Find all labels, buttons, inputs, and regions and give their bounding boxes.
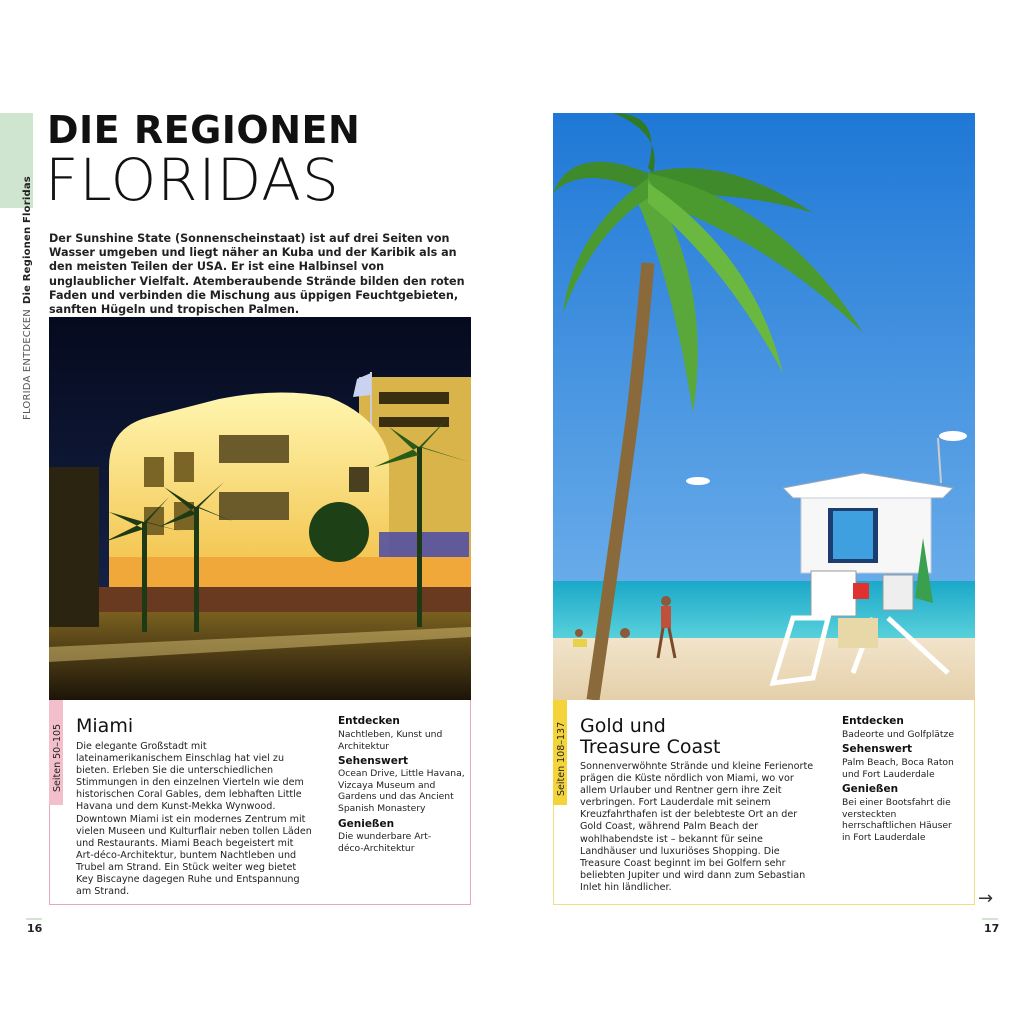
region-title-line1: Gold und	[580, 715, 666, 737]
entdecken-heading: Entdecken	[842, 715, 904, 727]
page-range-label: Seiten 50–105	[52, 723, 63, 792]
region-description: Sonnenverwöhnte Strände und kleine Ferienorte prägen die Küste nördlich von Miami, wo vor allem Urlauber und Rentner gern ihre Zeit verbringen. Fort Lauderdale mit seinem Kreuzfahrthafen ist der belebteste Ort an der Gold Coast, während Palm Beach der wohlhabendste ist – bekannt für seine Landhäuser und luxuriöses Shopping. Die Treasure Coast beginnt im bei Golfern sehr beliebten Jupiter und wird dann zum Sebastian Inlet hin ländlicher.	[580, 761, 814, 893]
beach-lifeguard-photo	[553, 113, 975, 700]
entdecken-text: Badeorte und Golfplätze	[842, 729, 955, 740]
sehenswert-text: Ocean Drive, Little Havana, Vizcaya Museum and Gardens und das Ancient Spanish Monastery	[338, 768, 465, 814]
page-number-left: 16	[27, 922, 43, 935]
sehenswert-heading: Sehenswert	[338, 755, 409, 767]
geniessen-heading: Genießen	[842, 783, 899, 795]
running-header-chapter: Die Regionen Floridas	[22, 176, 33, 305]
intro-paragraph: Der Sunshine State (Sonnenscheinstaat) ist auf drei Seiten von Wasser umgeben und liegt näher an Kuba und der Karibik als an den meisten Teilen der USA. Er ist eine Halbinsel von unglaublicher Vielfalt. Atemberaubende Strände bilden den roten Faden und verbinden die Mischung aus üppigen Feuchtgebieten, sanften Hügeln und tropischen Palmen.	[49, 232, 465, 317]
entdecken-text: Nachtleben, Kunst und Architektur	[338, 729, 443, 752]
region-description: Die elegante Großstadt mit lateinamerikanischem Einschlag hat viel zu bieten. Erleben Sie die unterschiedlichen Stimmungen in den einzelnen Vierteln wie dem historischen Coral Gables, dem lebhaften Little Havana und dem Kunst-Mekka Wynwood. Downtown Miami ist ein modernes Zentrum mit vielen Museen und Kulturflair neben tollen Läden und Restaurants. Miami Beach begeistert mit Art-déco-Architektur, buntem Nachtleben und Trubel am Strand. Ein Stück weiter weg bietet Key Biscayne dagegen Ruhe und Entspannung am Strand.	[76, 741, 312, 898]
page-range-label: Seiten 108–137	[556, 721, 567, 796]
geniessen-text: Die wunderbare Art-déco-Architektur	[338, 831, 432, 854]
page-number-rule	[982, 918, 998, 920]
running-header	[22, 176, 33, 420]
running-header-section: FLORIDA ENTDECKEN	[22, 309, 33, 420]
entdecken-heading: Entdecken	[338, 715, 400, 727]
sehenswert-heading: Sehenswert	[842, 743, 913, 755]
geniessen-text: Bei einer Bootsfahrt die versteckten herrschaftlichen Häuser in Fort Lauderdale	[842, 797, 952, 843]
page-number-rule	[26, 918, 42, 920]
page-number-right: 17	[984, 922, 1000, 935]
geniessen-heading: Genießen	[338, 818, 395, 830]
region-title-line2: Treasure Coast	[580, 736, 721, 758]
arrow-right-icon[interactable]: →	[978, 888, 994, 909]
sehenswert-text: Palm Beach, Boca Raton und Fort Lauderdale	[842, 757, 954, 780]
page-title-line2: FLORIDAS	[45, 146, 340, 214]
page-title-line1: DIE REGIONEN	[47, 108, 361, 152]
miami-art-deco-photo	[49, 317, 471, 700]
region-title: Miami	[76, 715, 134, 737]
